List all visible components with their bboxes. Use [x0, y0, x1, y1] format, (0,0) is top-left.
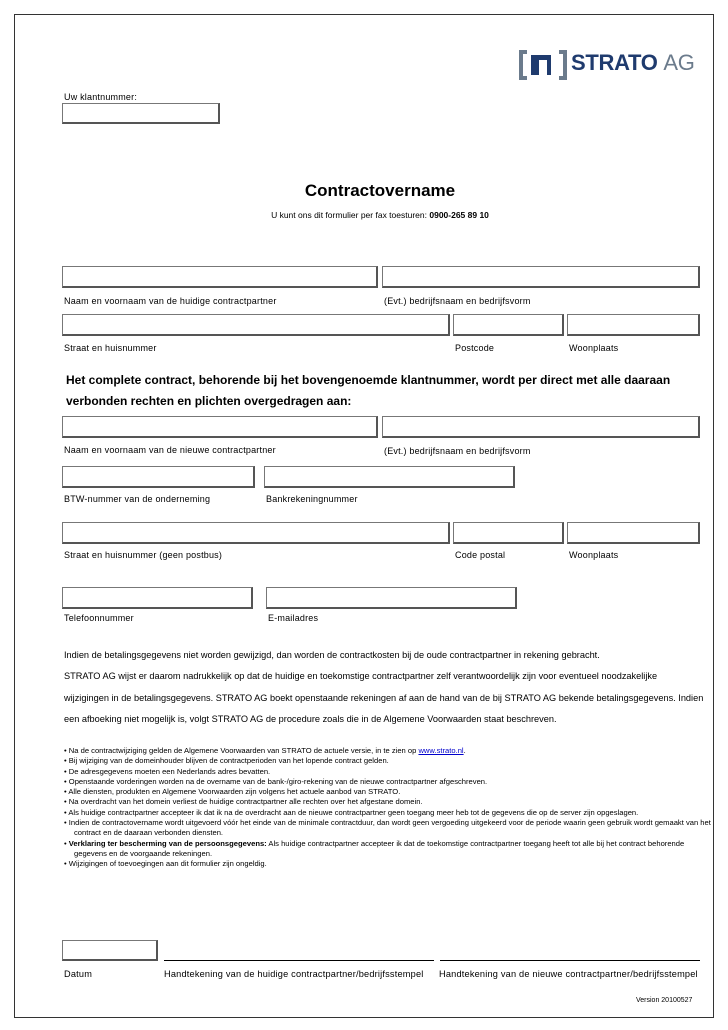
- phone-field[interactable]: [62, 587, 253, 609]
- phone-label: Telefoonnummer: [64, 613, 134, 623]
- transfer-statement: Het complete contract, behorende bij het bovengenoemde klantnummer, wordt per direct met alle daaraan verbonden rechten en plichten overgedragen aan:: [66, 373, 671, 408]
- logo-suffix: AG: [663, 50, 695, 75]
- vat-number-field[interactable]: [62, 466, 255, 488]
- list-item: • Indien de contractovername wordt uitgevoerd vóór het einde van de minimale contractduur, dan wordt geen vergoeding uitgekeerd voor de periode waarin geen gebruik wordt gemaakt van het contract en de daaraan verbonden diensten.: [64, 818, 711, 838]
- vat-number-label: BTW-nummer van de onderneming: [64, 494, 211, 504]
- current-name-label: Naam en voornaam van de huidige contractpartner: [64, 296, 277, 306]
- current-company-field[interactable]: [382, 266, 700, 288]
- current-name-field[interactable]: [62, 266, 378, 288]
- page-title: Contractovername: [304, 181, 456, 200]
- current-signature-label: Handtekening van de huidige contractpartner/bedrijfsstempel: [164, 969, 424, 979]
- new-street-field[interactable]: [62, 522, 450, 544]
- conditions-list: [64, 746, 714, 870]
- fax-number: 0900-265 89 10: [429, 210, 489, 220]
- email-field[interactable]: [266, 587, 517, 609]
- new-signature-label: Handtekening van de nieuwe contractpartner/bedrijfsstempel: [439, 969, 698, 979]
- version-label: Version 20100527: [636, 997, 693, 1004]
- list-item: • Na de contractwijziging gelden de Algemene Voorwaarden van STRATO de actuele versie, in te zien op www.strato.nl.: [64, 746, 466, 755]
- list-item: • De adresgegevens moeten een Nederlands adres bevatten.: [64, 766, 271, 776]
- customer-number-field[interactable]: [62, 103, 220, 124]
- list-item: • Openstaande vorderingen worden na de overname van de bank-/giro-rekening van de nieuwe contractpartner afgeschreven.: [64, 776, 488, 786]
- new-name-label: Naam en voornaam van de nieuwe contractpartner: [64, 445, 276, 455]
- current-street-label: Straat en huisnummer: [64, 343, 157, 353]
- new-city-label: Woonplaats: [569, 550, 619, 560]
- paragraph-1: Indien de betalingsgegevens niet worden gewijzigd, dan worden de contractkosten bij de oude contractpartner in rekening gebracht.: [64, 650, 600, 660]
- new-company-label: (Evt.) bedrijfsnaam en bedrijfsvorm: [384, 446, 531, 456]
- date-field[interactable]: [62, 940, 158, 961]
- current-postcode-label: Postcode: [455, 343, 495, 353]
- email-label: E-mailadres: [268, 613, 319, 623]
- current-company-label: (Evt.) bedrijfsnaam en bedrijfsvorm: [384, 296, 531, 306]
- list-item: • Alle diensten, produkten en Algemene Voorwaarden zijn volgens het actuele aanbod van STRATO.: [64, 787, 401, 797]
- fax-instruction: U kunt ons dit formulier per fax toesturen: 0900-265 89 10: [271, 210, 489, 220]
- list-item: • Verklaring ter bescherming van de persoonsgegevens: Als huidige contractpartner accepteer ik dat de toekomstige contractpartner toegang heeft tot alle bij het contract behorende gegevens en de voorgaande rekeningen.: [64, 838, 685, 858]
- logo-text: STRATO: [571, 50, 658, 75]
- bank-account-field[interactable]: [264, 466, 515, 488]
- list-item: • Na overdracht van het domein verliest de huidige contractpartner alle rechten over het afgestane domein.: [64, 797, 423, 807]
- current-city-field[interactable]: [567, 314, 700, 336]
- date-label: Datum: [64, 969, 93, 979]
- new-street-label: Straat en huisnummer (geen postbus): [64, 550, 223, 560]
- list-item: • Als huidige contractpartner accepteer ik dat ik na de overdracht aan de nieuwe contractpartner geen toegang meer heb tot de gegevens die op de server zijn opgeslagen.: [64, 807, 639, 817]
- customer-number-label: Uw klantnummer:: [64, 92, 138, 102]
- current-street-field[interactable]: [62, 314, 450, 336]
- logo-bracket-left: [519, 50, 527, 80]
- current-signature-line[interactable]: [164, 960, 434, 961]
- new-name-field[interactable]: [62, 416, 378, 438]
- strato-link[interactable]: www.strato.nl: [418, 746, 464, 755]
- paragraph-2: STRATO AG wijst er daarom nadrukkelijk op dat de huidige en toekomstige contractpartner zelf verantwoordelijk zijn voor eventueel noodzakelijke wijzigingen in de betalingsgegevens. STRATO AG boekt openstaande rekeningen af aan de hand van de bij STRATO AG bekende betalingsgegevens. Indien een afboeking niet mogelijk is, volgt STRATO AG de procedure zoals die in de Algemene Voorwaarden staat beschreven.: [64, 671, 704, 724]
- payment-notice: [64, 645, 704, 730]
- new-city-field[interactable]: [567, 522, 700, 544]
- current-city-label: Woonplaats: [569, 343, 619, 353]
- logo-bracket-right: [559, 50, 567, 80]
- new-signature-line[interactable]: [440, 960, 700, 961]
- new-company-field[interactable]: [382, 416, 700, 438]
- list-item: • Wijzigingen of toevoegingen aan dit formulier zijn ongeldig.: [64, 859, 267, 869]
- new-postcode-field[interactable]: [453, 522, 564, 544]
- current-postcode-field[interactable]: [453, 314, 564, 336]
- new-postcode-label: Code postal: [455, 550, 506, 560]
- bank-account-label: Bankrekeningnummer: [266, 494, 358, 504]
- list-item: • Bij wijziging van de domeinhouder blijven de contractperioden van het lopende contract gelden.: [64, 756, 389, 766]
